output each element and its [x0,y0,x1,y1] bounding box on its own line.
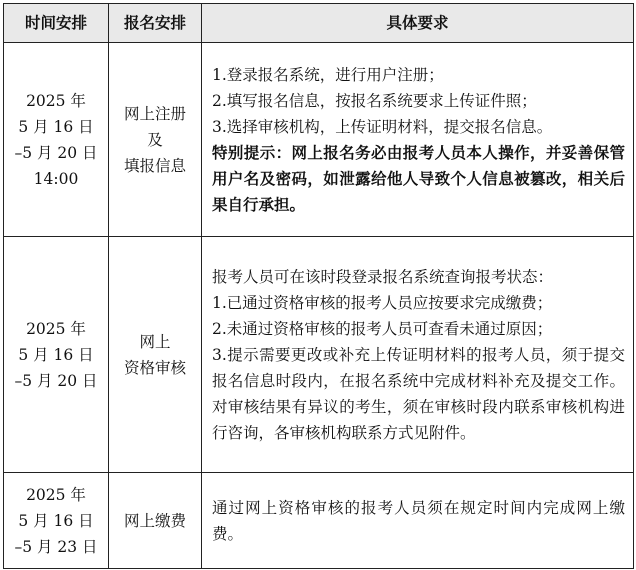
table-row [4,473,634,569]
time-cell [4,237,109,473]
type-cell [109,473,202,569]
type-line: 网上缴费 [123,511,186,530]
time-line: 2025 年 [26,319,86,338]
requirement-item: 通过网上资格审核的报考人员须在规定时间内完成网上缴费。 [212,498,625,543]
requirements-cell [202,43,634,237]
header-row [4,4,634,43]
requirement-item: 2.填写报名信息，按报名系统要求上传证件照； [212,91,537,110]
requirement-item: 报考人员可在该时段登录报名系统查询报考状态： [212,267,554,286]
time-cell [4,43,109,237]
requirement-item: 3.选择审核机构，上传证明材料，提交报名信息。 [212,117,553,136]
type-cell [109,43,202,237]
time-line: 2025 年 [26,91,86,110]
table-row [4,43,634,237]
type-line: 填报信息 [123,156,186,175]
time-line: 5 月 16 日 [18,511,94,530]
time-line: 5 月 16 日 [18,117,94,136]
time-line: 14:00 [33,169,79,188]
type-line: 网上注册 [123,104,186,123]
header-requirements: 具体要求 [202,4,634,43]
special-notice: 特别提示：网上报名务必由报考人员本人操作，并妥善保管用户名及密码，如泄露给他人导致个人信息被篡改，相关后果自行承担。 [212,142,625,214]
requirement-item: 1.登录报名系统，进行用户注册； [212,65,444,84]
table-row [4,237,634,473]
time-line: –5 月 23 日 [14,537,98,556]
requirement-item: 1.已通过资格审核的报考人员应按要求完成缴费； [212,293,553,312]
type-line: 及 [147,130,163,149]
time-line: –5 月 20 日 [14,371,98,390]
time-line: 2025 年 [26,485,86,504]
requirement-item: 2.未通过资格审核的报考人员可查看未通过原因； [212,319,553,338]
type-line: 资格审核 [123,358,186,377]
requirement-item: 3.提示需要更改或补充上传证明材料的报考人员，须于提交报名信息时段内，在报名系统中完成材料补充及提交工作。对审核结果有异议的考生，须在审核时段内联系审核机构进行咨询，各审核机构联系方式见附件。 [212,345,625,442]
time-cell [4,473,109,569]
time-line: –5 月 20 日 [14,143,98,162]
header-time: 时间安排 [4,4,109,43]
type-line: 网上 [139,332,171,351]
header-type: 报名安排 [109,4,202,43]
registration-schedule-table [3,3,634,569]
time-line: 5 月 16 日 [18,345,94,364]
type-cell [109,237,202,473]
requirements-cell [202,473,634,569]
requirements-cell [202,237,634,473]
